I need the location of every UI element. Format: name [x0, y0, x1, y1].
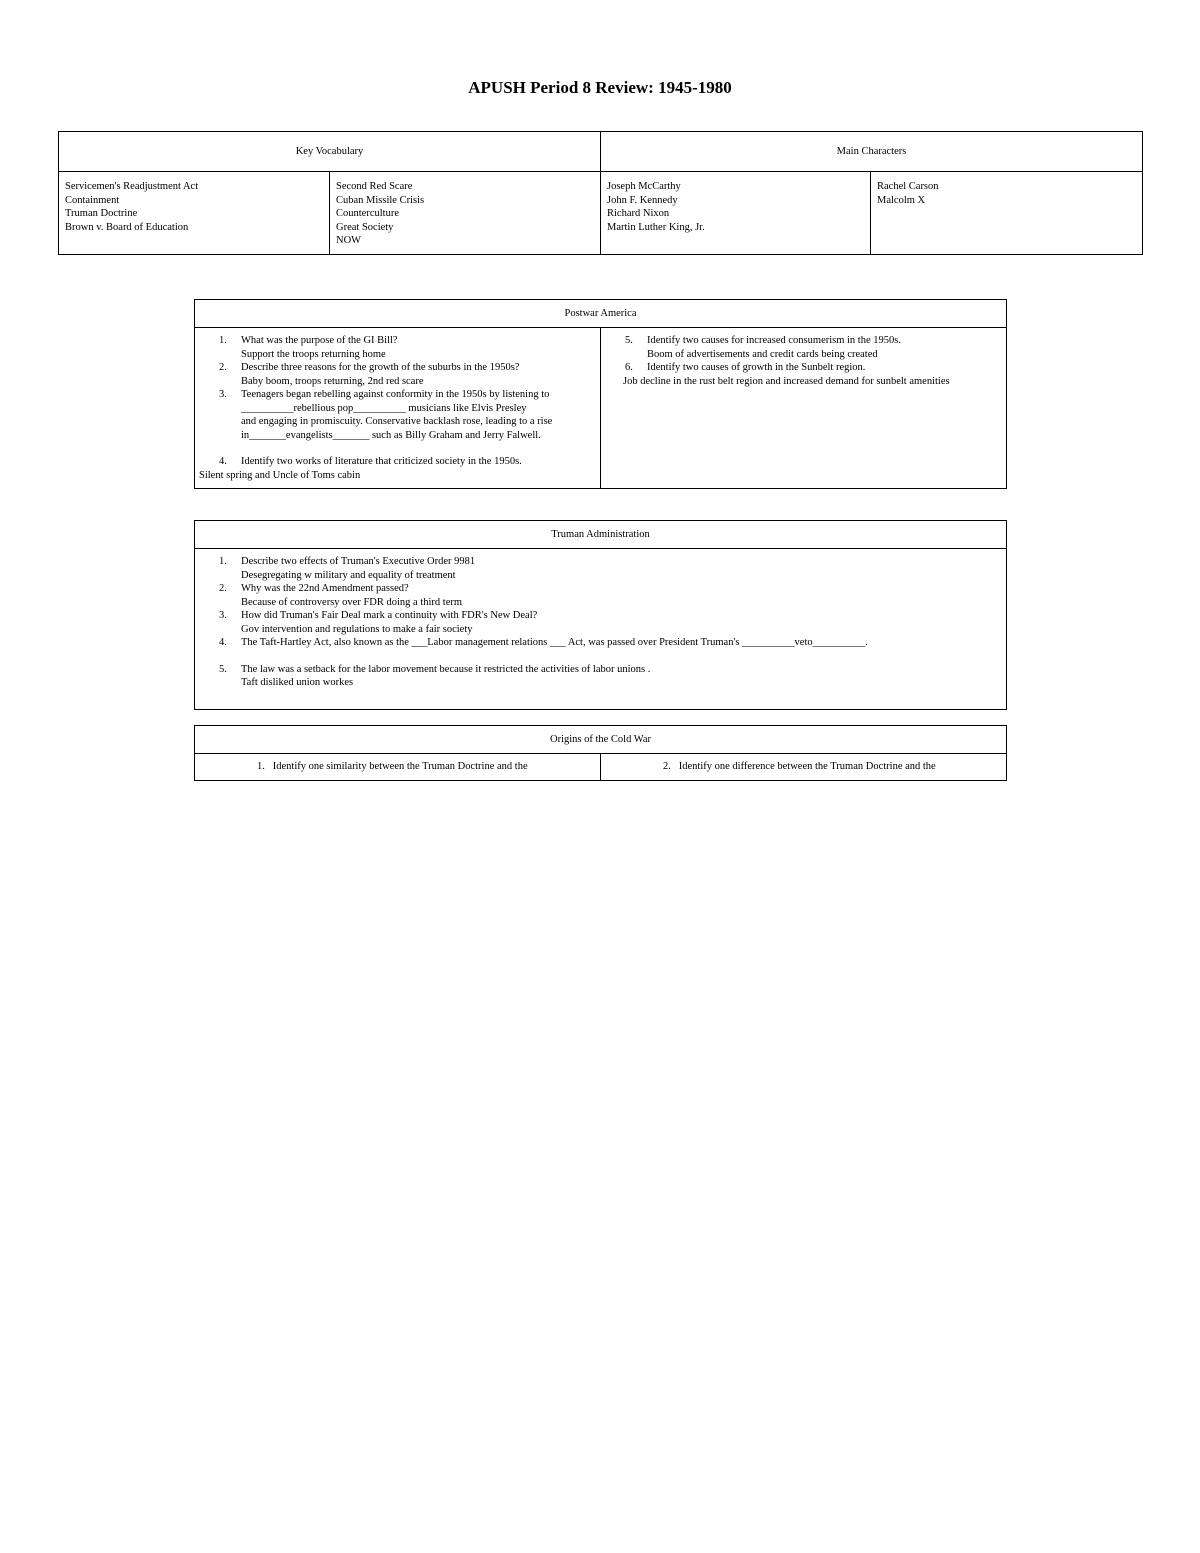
truman-header: Truman Administration: [195, 521, 1007, 549]
vocab-term: NOW: [336, 235, 362, 246]
vocab-term: Great Society: [336, 221, 394, 233]
question-text: Identify one difference between the Truman Doctrine and the: [678, 761, 936, 772]
character-name: Joseph McCarthy: [607, 181, 681, 192]
vocab-term: Servicemen's Readjustment Act: [65, 181, 199, 192]
postwar-right-cell: [601, 328, 1007, 489]
question-item: [199, 636, 1002, 650]
postwar-header: Postwar America: [195, 300, 1007, 328]
truman-administration-table: [194, 520, 1007, 710]
cold-war-right-cell: [601, 754, 1007, 781]
question-item: [199, 334, 596, 361]
truman-cell: [195, 549, 1007, 710]
character-name: Rachel Carson: [877, 181, 939, 192]
characters-column-2: [871, 172, 1143, 255]
question-item: [605, 760, 1002, 774]
cold-war-header: Origins of the Cold War: [195, 726, 1007, 754]
answer-text[interactable]: Taft disliked union workes: [241, 677, 354, 688]
vocab-term: Cuban Missile Crisis: [336, 194, 425, 206]
postwar-america-table: [194, 299, 1007, 489]
question-number: 1.: [257, 761, 265, 772]
vocab-header: Key Vocabulary: [59, 132, 601, 172]
answer-text[interactable]: Baby boom, troops returning, 2nd red scare: [241, 375, 424, 387]
question-text: __________rebellious pop__________ musicians like Elvis Presley: [241, 402, 527, 414]
vocab-column-1: [59, 172, 330, 255]
postwar-left-cell: [195, 328, 601, 489]
answer-text[interactable]: Job decline in the rust belt region and increased demand for sunbelt amenities: [623, 375, 950, 387]
answer-text[interactable]: Boom of advertisements and credit cards being created: [647, 348, 878, 360]
question-number: 2.: [219, 362, 227, 373]
question-item: [605, 361, 1002, 375]
question-text: and engaging in promiscuity. Conservative backlash rose, leading to a rise: [241, 416, 553, 427]
question-number: 1.: [219, 556, 227, 567]
question-number: 5.: [625, 335, 633, 346]
answer-text[interactable]: Because of controversy over FDR doing a third term: [241, 596, 463, 608]
question-number: 1.: [219, 335, 227, 346]
question-text: Teenagers began rebelling against conformity in the 1950s by listening to: [241, 389, 550, 400]
page-title: APUSH Period 8 Review: 1945-1980: [468, 78, 732, 97]
question-number: 4.: [219, 456, 227, 467]
question-text: Identify two causes for increased consumerism in the 1950s.: [647, 335, 901, 346]
question-text: Identify two causes of growth in the Sunbelt region.: [647, 362, 866, 373]
vocab-term: Second Red Scare: [336, 181, 413, 192]
question-item: [199, 455, 596, 469]
question-text: The Taft-Hartley Act, also known as the ___Labor management relations ___ Act, was passed over President Truman's __________veto__________.: [241, 637, 868, 648]
vocab-term: Counterculture: [336, 208, 399, 219]
characters-column-1: [601, 172, 871, 255]
question-item: [605, 334, 1002, 361]
question-text: Identify two works of literature that criticized society in the 1950s.: [241, 456, 522, 467]
question-text: What was the purpose of the GI Bill?: [241, 335, 398, 346]
answer-text[interactable]: Silent spring and Uncle of Toms cabin: [199, 469, 361, 481]
vocab-term: Truman Doctrine: [65, 208, 138, 219]
cold-war-left-cell: [195, 754, 601, 781]
question-text: How did Truman's Fair Deal mark a continuity with FDR's New Deal?: [241, 610, 538, 621]
question-text: The law was a setback for the labor movement because it restricted the activities of labor unions .: [241, 663, 651, 675]
question-number: 3.: [219, 610, 227, 621]
answer-text[interactable]: Desegregating w military and equality of treatment: [241, 569, 456, 581]
question-item: [199, 388, 596, 442]
question-item: [199, 609, 1002, 636]
question-number: 6.: [625, 362, 633, 373]
overview-table: [58, 131, 1143, 255]
question-number: 4.: [219, 637, 227, 648]
character-name: Martin Luther King, Jr.: [607, 221, 705, 233]
characters-header: Main Characters: [601, 132, 1143, 172]
character-name: Malcolm X: [877, 194, 926, 206]
question-item: [199, 582, 1002, 609]
cold-war-origins-table: [194, 725, 1007, 781]
vocab-term: Containment: [65, 194, 120, 206]
character-name: Richard Nixon: [607, 208, 670, 219]
character-name: John F. Kennedy: [607, 194, 678, 206]
answer-text[interactable]: Gov intervention and regulations to make a fair society: [241, 623, 473, 635]
question-item: [199, 760, 596, 774]
vocab-term: Brown v. Board of Education: [65, 221, 189, 233]
vocab-column-2: [330, 172, 601, 255]
question-text: Why was the 22nd Amendment passed?: [241, 583, 409, 594]
question-number: 2.: [219, 583, 227, 594]
question-text: in_______evangelists_______ such as Billy Graham and Jerry Falwell.: [241, 429, 541, 441]
question-item: [199, 663, 1002, 690]
question-number: 2.: [663, 761, 671, 772]
answer-text[interactable]: Support the troops returning home: [241, 348, 386, 360]
question-text: Describe two effects of Truman's Executive Order 9981: [241, 556, 476, 567]
question-number: 5.: [219, 663, 227, 675]
question-number: 3.: [219, 389, 227, 400]
question-item: [199, 555, 1002, 582]
question-text: Describe three reasons for the growth of the suburbs in the 1950s?: [241, 362, 520, 373]
question-item: [199, 361, 596, 388]
question-text: Identify one similarity between the Truman Doctrine and the: [272, 761, 528, 772]
